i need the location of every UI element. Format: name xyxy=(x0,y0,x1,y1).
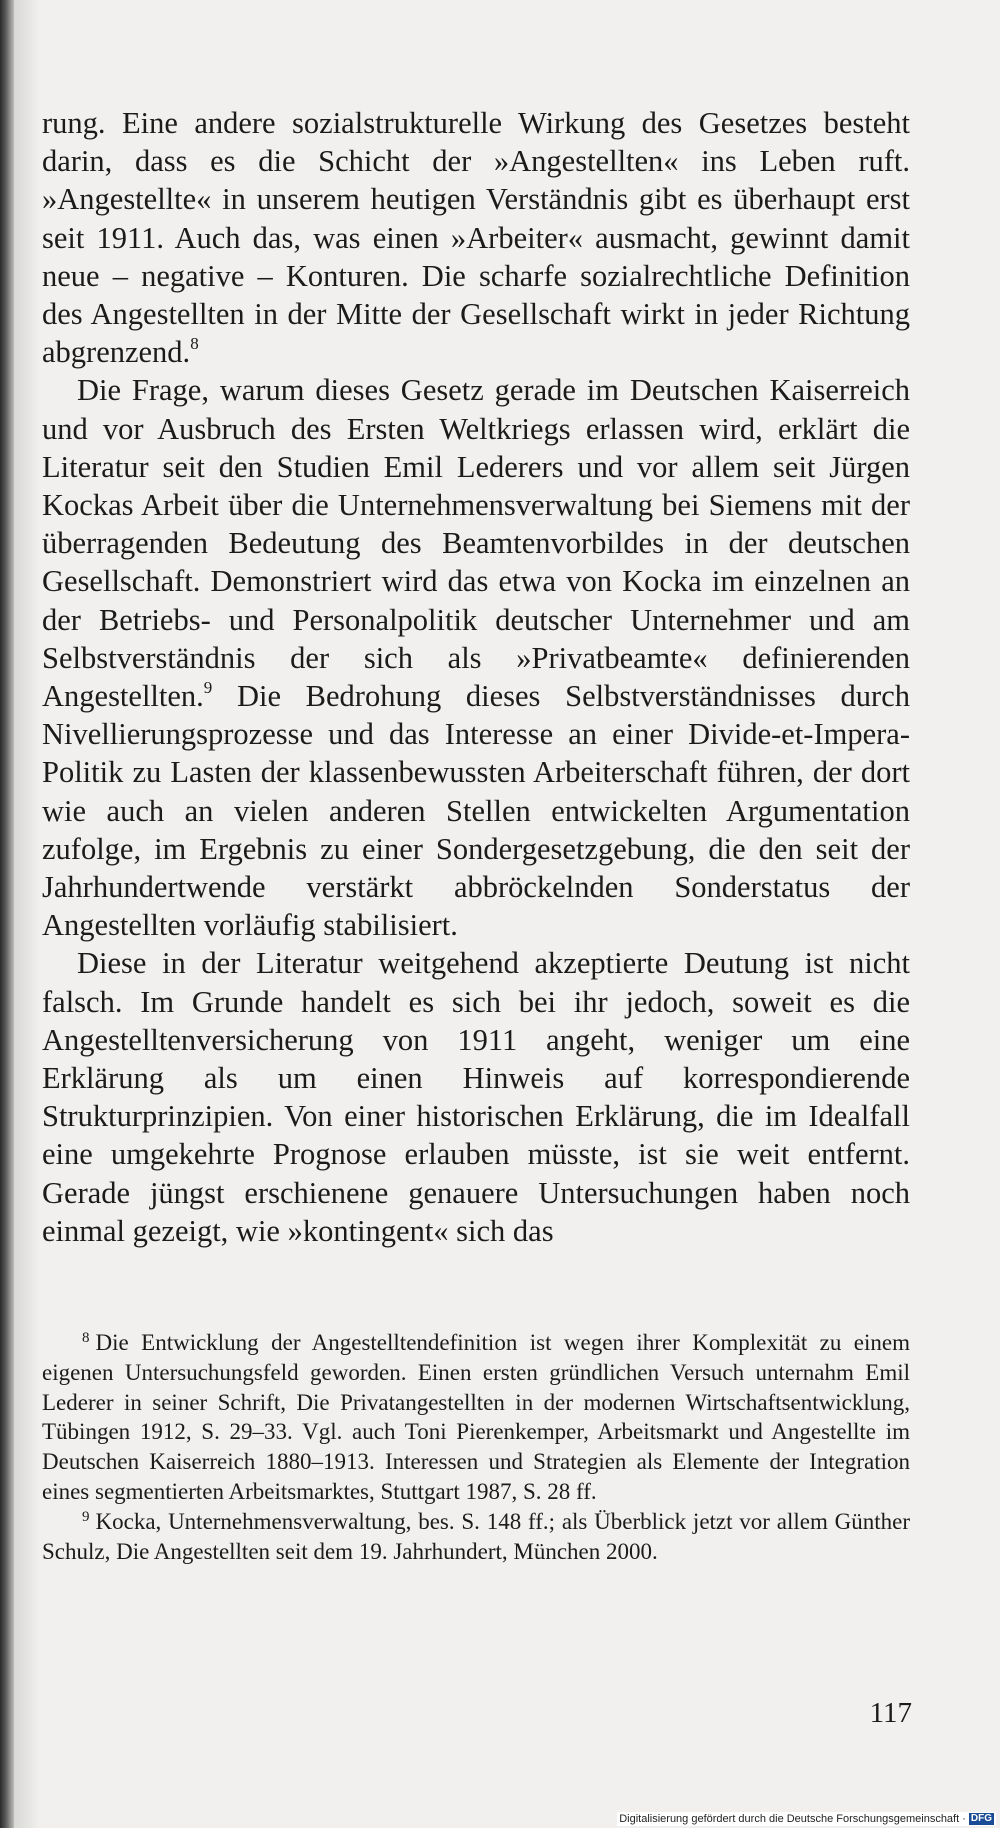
paragraph-text: Die Frage, warum dieses Gesetz gerade im Deutschen Kaiserreich und vor Ausbruch des Ersten Weltkriegs erlassen wird, erklärt die Literatur seit den Studien Emil Lederers und vor allem seit Jürgen Kockas Arbeit über die Unternehmensverwaltung bei Siemens mit der überragenden Bedeutung des Beamtenvorbildes in der deutschen Gesellschaft. Demonstriert wird das etwa von Kocka im einzelnen an der Betriebs- und Personalpolitik deutscher Unternehmer und am Selbstverständnis der sich als »Privatbeamte« definierenden Angestellten. xyxy=(42,373,910,714)
credit-text: Digitalisierung gefördert durch die Deutsche Forschungsgemeinschaft · xyxy=(619,1813,966,1825)
body-paragraph xyxy=(42,371,910,944)
footnote-text: Die Entwicklung der Angestelltendefinition ist wegen ihrer Komplexität zu einem eigenen Untersuchungsfeld geworden. Einen ersten gründlichen Versuch unternahm Emil Lederer in seiner Schrift, Die Privatangestellten in der modernen Wirtschaftsentwicklung, Tübingen 1912, S. 29–33. Vgl. auch Toni Pierenkemper, Arbeitsmarkt und Angestellte im Deutschen Kaiserreich 1880–1913. Interessen und Strategien als Elemente der Integration eines segmentierten Arbeitsmarktes, Stuttgart 1987, S. 28 ff. xyxy=(42,1330,910,1504)
footnotes xyxy=(42,1328,910,1566)
body-text xyxy=(42,104,910,1250)
footnote-number: 9 xyxy=(82,1508,90,1525)
footnote-reference: 8 xyxy=(190,334,199,354)
page-number: 117 xyxy=(869,1697,912,1729)
dfg-logo: DFG xyxy=(970,1813,992,1824)
footnote-text: Kocka, Unternehmensverwaltung, bes. S. 148 ff.; als Überblick jetzt vor allem Günther Schulz, Die Angestellten seit dem 19. Jahrhundert, München 2000. xyxy=(42,1508,910,1564)
paragraph-text: Diese in der Literatur weitgehend akzeptierte Deutung ist nicht falsch. Im Grunde handelt es sich bei ihr jedoch, soweit es die Angestelltenversicherung von 1911 angeht, weniger um eine Erklärung als um einen Hinweis auf korrespondierende Strukturprinzipien. Von einer historischen Erklärung, die im Idealfall eine umgekehrte Prognose erlauben müsste, ist sie weit entfernt. Gerade jüngst erschienene genauere Untersuchungen haben noch einmal gezeigt, wie »kontingent« sich das xyxy=(42,946,910,1248)
book-spine-edge xyxy=(0,0,14,1828)
gutter-shadow xyxy=(14,0,40,1828)
footnote xyxy=(42,1328,910,1507)
paragraph-text: rung. Eine andere sozialstrukturelle Wirkung des Gesetzes besteht darin, dass es die Schicht der »Angestellten« ins Leben ruft. »Angestellte« in unserem heutigen Verständnis gibt es überhaupt erst seit 1911. Auch das, was einen »Arbeiter« ausmacht, gewinnt damit neue – negative – Konturen. Die scharfe sozialrechtliche Definition des Angestellten in der Mitte der Gesellschaft wirkt in jeder Richtung abgrenzend. xyxy=(42,106,910,370)
footnote-number: 8 xyxy=(82,1330,90,1346)
body-paragraph xyxy=(42,944,910,1250)
digitization-credit xyxy=(617,1812,996,1826)
body-paragraph xyxy=(42,104,910,371)
footnote-reference: 9 xyxy=(203,678,213,698)
footnote xyxy=(42,1507,910,1567)
paragraph-text: Die Bedrohung dieses Selbstverständnisses durch Nivellierungsprozesse und das Interesse an einer Divide-et-Impera-Politik zu Lasten der klassenbewussten Arbeiterschaft führen, der dort wie auch an vielen anderen Stellen entwickelten Argumentation zufolge, im Ergebnis zu einer Sondergesetzgebung, die den seit der Jahrhundertwende verstärkt abbröckelnden Sonderstatus der Angestellten vorläufig stabilisiert. xyxy=(42,679,910,943)
